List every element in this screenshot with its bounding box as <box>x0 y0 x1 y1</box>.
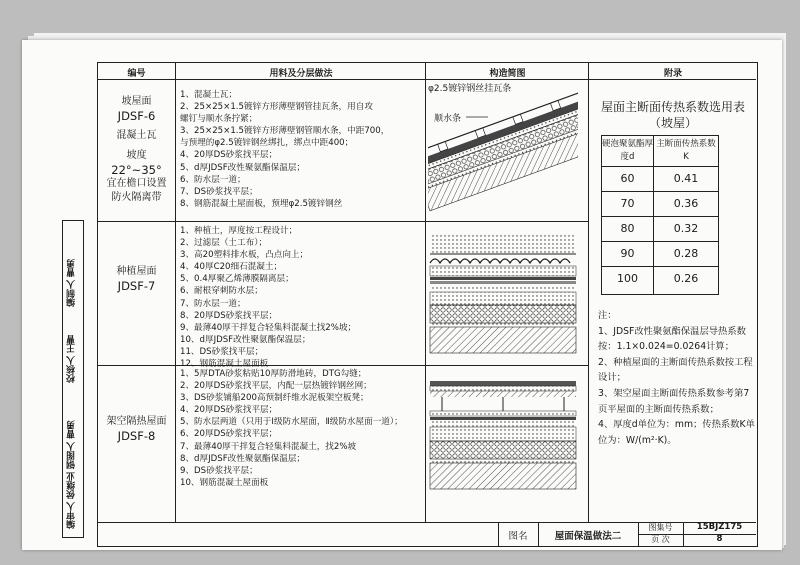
drawing-name: 屋面保温做法二 <box>554 531 622 542</box>
row1-code: 坡屋面 JDSF-6 混凝土瓦 坡度 22°~35° 宜在檐口设置 防火隔离带 <box>106 96 167 203</box>
k-table-d: 60 <box>620 172 635 185</box>
signoff-strip <box>62 220 84 538</box>
header-diagram: 构造简图 <box>489 69 526 79</box>
k-table-d: 70 <box>620 197 635 210</box>
title-label-page: 页 次 <box>651 535 670 544</box>
k-table-d: 90 <box>620 247 635 260</box>
k-table-k: 0.26 <box>673 272 699 285</box>
k-table <box>601 135 719 295</box>
header-appendix: 附录 <box>663 69 682 79</box>
k-table-head-k: 主断面传热系数K <box>656 139 716 162</box>
title-label-atlas: 图集号 <box>648 523 673 532</box>
title-block <box>498 522 756 546</box>
signoff-checker: 校核人 王曹 <box>67 334 77 383</box>
signoff-approver: 编审人 侯继业 钢图人 曹勇 <box>67 420 77 529</box>
k-table-k: 0.28 <box>673 247 699 260</box>
page-number: 8 <box>716 534 723 544</box>
row3-steps: 1、5厚DTA砂浆粘贴10厚防滑地砖，DTG勾缝； 2、20厚DS砂浆找平层，内配一层热镀锌钢丝网； 3、DS砂浆铺船200高预制纤维水泥板架空板凳； 4、20厚DS砂浆找平层； 5、防水层两道（只用于Ⅰ级防水屋面，Ⅱ级防水屋面一道）； 6、20厚DS砂浆找平层； 7、最薄40厚干拌复合轻集料混凝土，找2%坡 8、d厚JDSF改性聚氨酯保温层； 9、DS砂浆找平层； 10、钢筋混凝土屋面板 <box>180 369 403 488</box>
row2-code: 种植屋面 JDSF-7 <box>116 266 157 293</box>
ventilated-roof-section <box>428 381 578 501</box>
main-table <box>97 62 758 547</box>
row1-steps: 1、混凝土瓦； 2、25×25×1.5镀锌方形薄壁钢管挂瓦条，用自攻 螺钉与顺水条拧紧； 3、25×25×1.5镀锌方形薄壁钢管顺水条，中距700， 与预埋的φ2.5镀锌钢丝绑扎，绑点中距400； 4、20厚DS砂浆找平层； 5、d厚JDSF改性聚氨酯保温层； 6、防水层一道； 7、DS砂浆找平层； 8、钢筋混凝土屋面板，预埋φ2.5镀锌钢丝 <box>180 90 390 209</box>
row3-code: 架空隔热屋面 JDSF-8 <box>106 416 167 443</box>
row2-steps: 1、种植土，厚度按工程设计； 2、过滤层（土工布）； 3、高20塑料排水板，凸点向上； 4、40厚C20细石混凝土； 5、0.4厚聚乙烯薄膜隔离层； 6、耐根穿刺防水层； 7、防水层一道； 8、20厚DS砂浆找平层； 9、最薄40厚干拌复合轻集料混凝土找2%坡； 10、d厚JDSF改性聚氨酯保温层； 11、DS砂浆找平层； 12、钢筋混凝土屋面板 <box>180 226 357 370</box>
atlas-number: 15BJZ175 <box>696 522 743 532</box>
title-label-name: 图名 <box>508 531 528 542</box>
k-table-head-d: 硬泡聚氨酯厚度d <box>602 139 654 162</box>
row1-diagram <box>428 83 578 218</box>
diagram-label-batten: 顺水条 <box>434 114 462 124</box>
header-code: 编号 <box>127 69 146 79</box>
diagram-label-wire: φ2.5镀锌钢丝挂瓦条 <box>428 84 512 94</box>
drawing-sheet <box>22 40 782 550</box>
appendix-notes: 注： 1、JDSF改性聚氨酯保温层导热系数按：1.1×0.024=0.0264计算； 2、种植屋面的主断面传热系数按工程设计； 3、架空屋面主断面传热系数参考第7页平屋面的主断面传热系数； 4、厚度d单位为：mm；传热系数K单位为：W/(m²·K)。 <box>598 310 755 446</box>
k-table-k: 0.41 <box>673 172 699 185</box>
k-table-k: 0.32 <box>673 222 699 235</box>
header-method: 用料及分层做法 <box>269 69 333 79</box>
planted-roof-section <box>428 235 578 355</box>
signoff-editor: 编制人 曹勇 <box>67 258 77 307</box>
row2-diagram <box>428 235 578 355</box>
k-table-d: 100 <box>617 272 638 285</box>
k-table-d: 80 <box>620 222 635 235</box>
pitched-roof-section <box>428 83 578 218</box>
k-table-k: 0.36 <box>673 197 699 210</box>
row3-diagram <box>428 381 578 501</box>
appendix-table-title: 屋面主断面传热系数选用表（坡屋） <box>600 100 745 130</box>
